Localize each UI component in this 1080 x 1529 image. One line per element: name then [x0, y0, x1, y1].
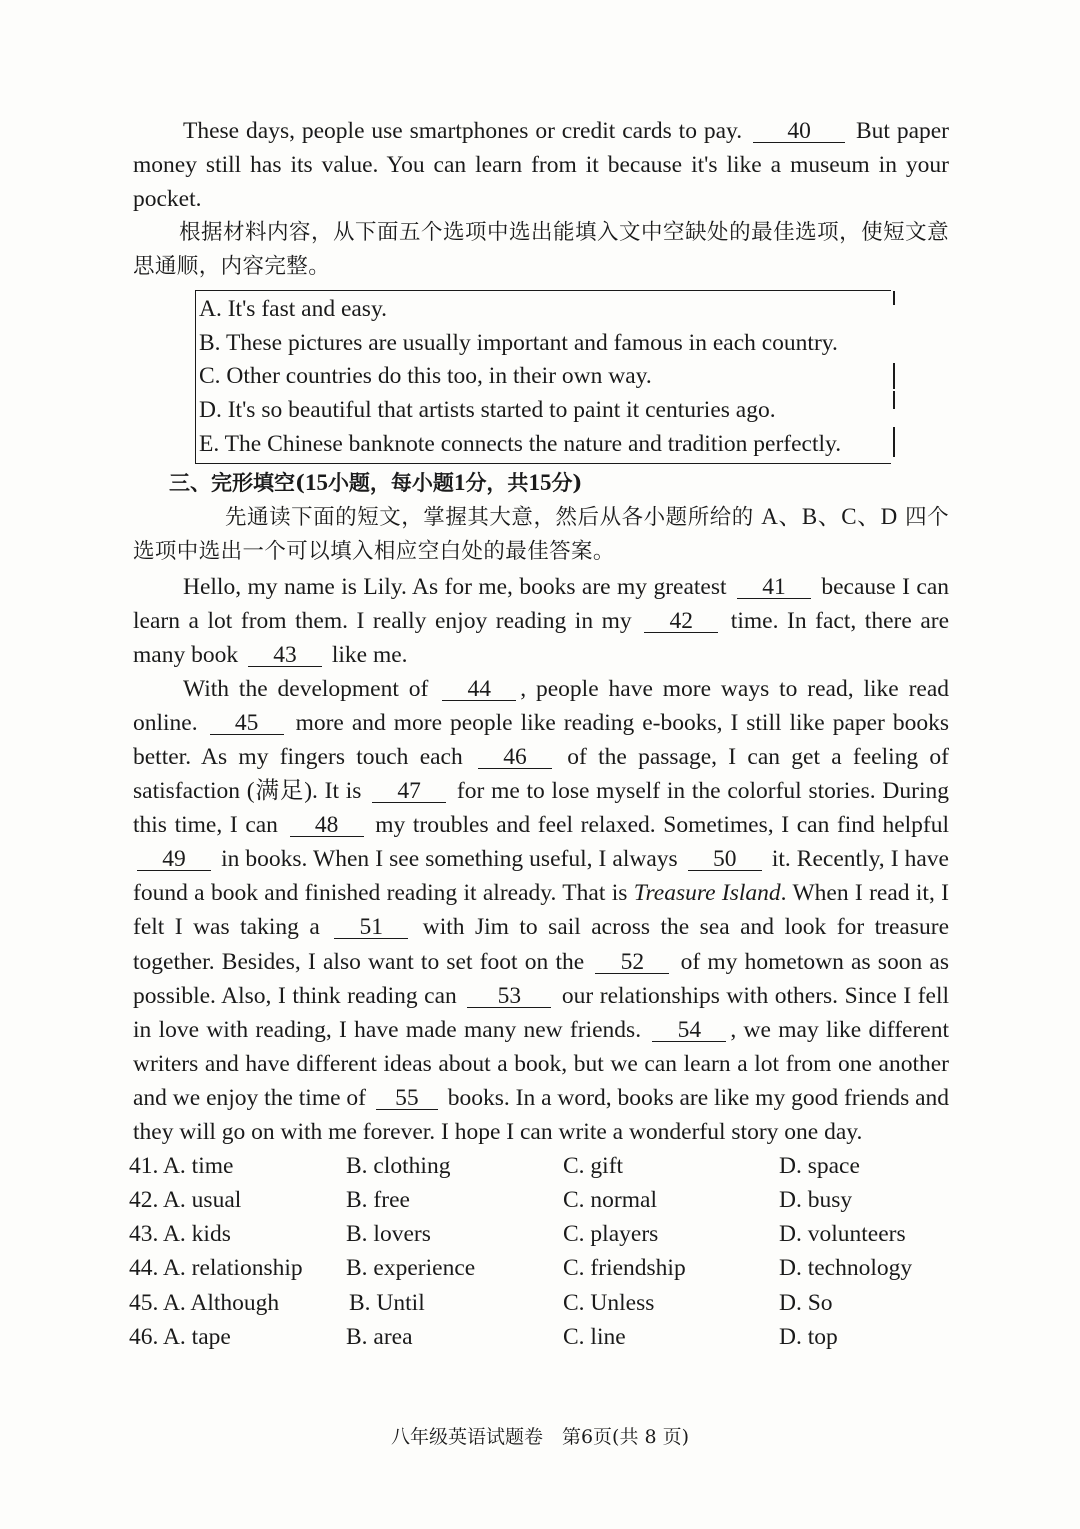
cloze-text: because I can learn a lot from them. I really enjoy reading in my — [133, 573, 949, 634]
question-row-43 — [129, 1217, 949, 1251]
option-d[interactable]: D. technology — [779, 1255, 913, 1282]
cloze-text: With the development of — [183, 675, 429, 702]
cloze-text: for me to lose myself in the colorful stories. During this time, I can — [133, 778, 950, 839]
option-c[interactable]: C. Unless — [563, 1289, 655, 1316]
blank-41[interactable]: 41 — [737, 576, 811, 599]
title-part: 小题，每小题 — [327, 470, 454, 496]
cloze-paragraph-1 — [133, 570, 949, 672]
blank-54[interactable]: 54 — [652, 1019, 726, 1042]
blank-44[interactable]: 44 — [442, 678, 516, 701]
cloze-text: more and more people like reading e-books, I still like paper books better. As my fingers touch each — [133, 709, 949, 770]
section-title — [133, 466, 949, 500]
instruction-text: 四个选项中选出一个可以填入相应空白处的最佳答案。 — [133, 505, 950, 565]
option-c[interactable]: C. players — [563, 1221, 659, 1248]
title-part: 1 — [453, 470, 466, 496]
title-part: 三、完形填空( — [169, 470, 305, 496]
option-b[interactable]: B. clothing — [346, 1153, 451, 1180]
option-b[interactable]: B. experience — [346, 1255, 476, 1282]
option-box — [195, 290, 891, 464]
option-a[interactable]: 45. A. Although — [129, 1289, 280, 1316]
cloze-text: . When I read it, I felt I was taking a — [133, 880, 950, 941]
option-e: E. The Chinese banknote connects the nature and tradition perfectly. — [199, 430, 842, 457]
cloze-text: like me. — [331, 641, 408, 668]
box-border-fragment — [893, 291, 895, 305]
book-title: Treasure Island — [633, 880, 781, 907]
option-c[interactable]: C. friendship — [563, 1255, 686, 1282]
title-part: 分，共 — [465, 470, 529, 496]
blank-50[interactable]: 50 — [688, 848, 762, 871]
question-row-41 — [129, 1149, 949, 1183]
option-b[interactable]: B. free — [346, 1187, 410, 1214]
exam-page — [129, 114, 950, 1354]
cloze-text: , we may like different writers and have different ideas about a book, but we can learn a lot from one another and we enjoy the time of — [133, 1016, 949, 1111]
cloze-text: books. In a word, books are like my good friends and they will go on with me forever. I hope I can write a wonderful story one day. — [133, 1084, 950, 1146]
cloze-text: of the passage, I can get a feeling of satisfaction (满足). It is — [133, 744, 950, 805]
option-b[interactable]: B. lovers — [346, 1221, 431, 1248]
blank-45[interactable]: 45 — [210, 712, 284, 735]
box-border-fragment — [893, 427, 895, 457]
cloze-paragraph-2 — [133, 672, 949, 1149]
question-row-46 — [129, 1320, 949, 1354]
passage-text: But paper money still has its value. You can learn from it because it's like a museum in your pocket. — [133, 118, 950, 213]
title-part: 15 — [528, 470, 552, 496]
option-d[interactable]: D. busy — [779, 1187, 853, 1214]
cloze-text: in books. When I see something useful, I always — [221, 846, 678, 873]
passage-text: These days, people use smartphones or credit cards to pay. — [183, 118, 743, 144]
option-d[interactable]: D. space — [779, 1153, 860, 1180]
cloze-text: , people have more ways to read, like read online. — [133, 675, 950, 736]
blank-53[interactable]: 53 — [467, 985, 551, 1008]
cloze-text: our relationships with others. Since I fell in love with reading, I have made many new friends. — [133, 982, 950, 1043]
box-border-fragment — [893, 391, 895, 409]
instruction-text: 先通读下面的短文，掌握其大意，然后从各小题所给的 — [225, 505, 754, 531]
question-row-42 — [129, 1183, 949, 1217]
option-d[interactable]: D. top — [779, 1323, 838, 1350]
option-c: C. Other countries do this too, in their own way. — [199, 363, 652, 390]
question-row-44 — [129, 1251, 949, 1285]
cloze-text: of my hometown as soon as possible. Also, I think reading can — [133, 948, 949, 1009]
option-a[interactable]: 41. A. time — [129, 1153, 234, 1180]
title-part: 分) — [551, 470, 583, 496]
passage-ending — [133, 114, 949, 216]
option-d[interactable]: D. So — [779, 1289, 833, 1316]
cloze-text: it. Recently, I have found a book and finished reading it already. That is — [133, 846, 949, 907]
page-footer: 八年级英语试题卷 第6页(共 8 页) — [390, 1426, 690, 1448]
cloze-text: time. In fact, there are many book — [133, 607, 949, 668]
option-a[interactable]: 46. A. tape — [129, 1323, 231, 1350]
blank-42[interactable]: 42 — [644, 610, 718, 633]
option-d[interactable]: D. volunteers — [779, 1221, 906, 1248]
cloze-text: with Jim to sail across the sea and look for treasure together. Besides, I also want to set foot on the — [133, 914, 950, 975]
blank-43[interactable]: 43 — [248, 644, 322, 667]
option-a: A. It's fast and easy. — [199, 296, 388, 323]
blank-49[interactable]: 49 — [137, 848, 211, 871]
cloze-text: Hello, my name is Lily. As for me, books are my greatest — [183, 573, 727, 600]
question-options — [129, 1149, 949, 1354]
option-a[interactable]: 42. A. usual — [129, 1187, 242, 1214]
option-b: B. These pictures are usually important and famous in each country. — [199, 329, 838, 356]
blank-51[interactable]: 51 — [334, 916, 408, 939]
blank-52[interactable]: 52 — [595, 951, 669, 974]
task-instruction: 根据材料内容，从下面五个选项中选出能填入文中空缺处的最佳选项，使短文意思通顺，内容完整。 — [133, 220, 949, 280]
section-instruction — [133, 500, 949, 569]
blank-48[interactable]: 48 — [290, 814, 364, 837]
option-c[interactable]: C. line — [563, 1323, 626, 1350]
option-a[interactable]: 44. A. relationship — [129, 1255, 303, 1282]
instruction-letters: A、B、C、D — [761, 504, 898, 530]
blank-40[interactable]: 40 — [753, 120, 845, 143]
option-a[interactable]: 43. A. kids — [129, 1221, 231, 1248]
blank-47[interactable]: 47 — [372, 780, 446, 803]
option-b[interactable]: B. area — [346, 1323, 413, 1350]
blank-55[interactable]: 55 — [376, 1087, 438, 1110]
cloze-text: my troubles and feel relaxed. Sometimes, I can find helpful — [375, 812, 950, 839]
option-d: D. It's so beautiful that artists started to paint it centuries ago. — [199, 397, 776, 424]
question-row-45 — [129, 1286, 949, 1320]
option-b[interactable]: B. Until — [349, 1289, 425, 1316]
blank-46[interactable]: 46 — [478, 746, 552, 769]
title-part: 15 — [304, 470, 328, 496]
box-border-fragment — [893, 363, 895, 389]
option-c[interactable]: C. normal — [563, 1187, 657, 1214]
option-c[interactable]: C. gift — [563, 1153, 624, 1180]
